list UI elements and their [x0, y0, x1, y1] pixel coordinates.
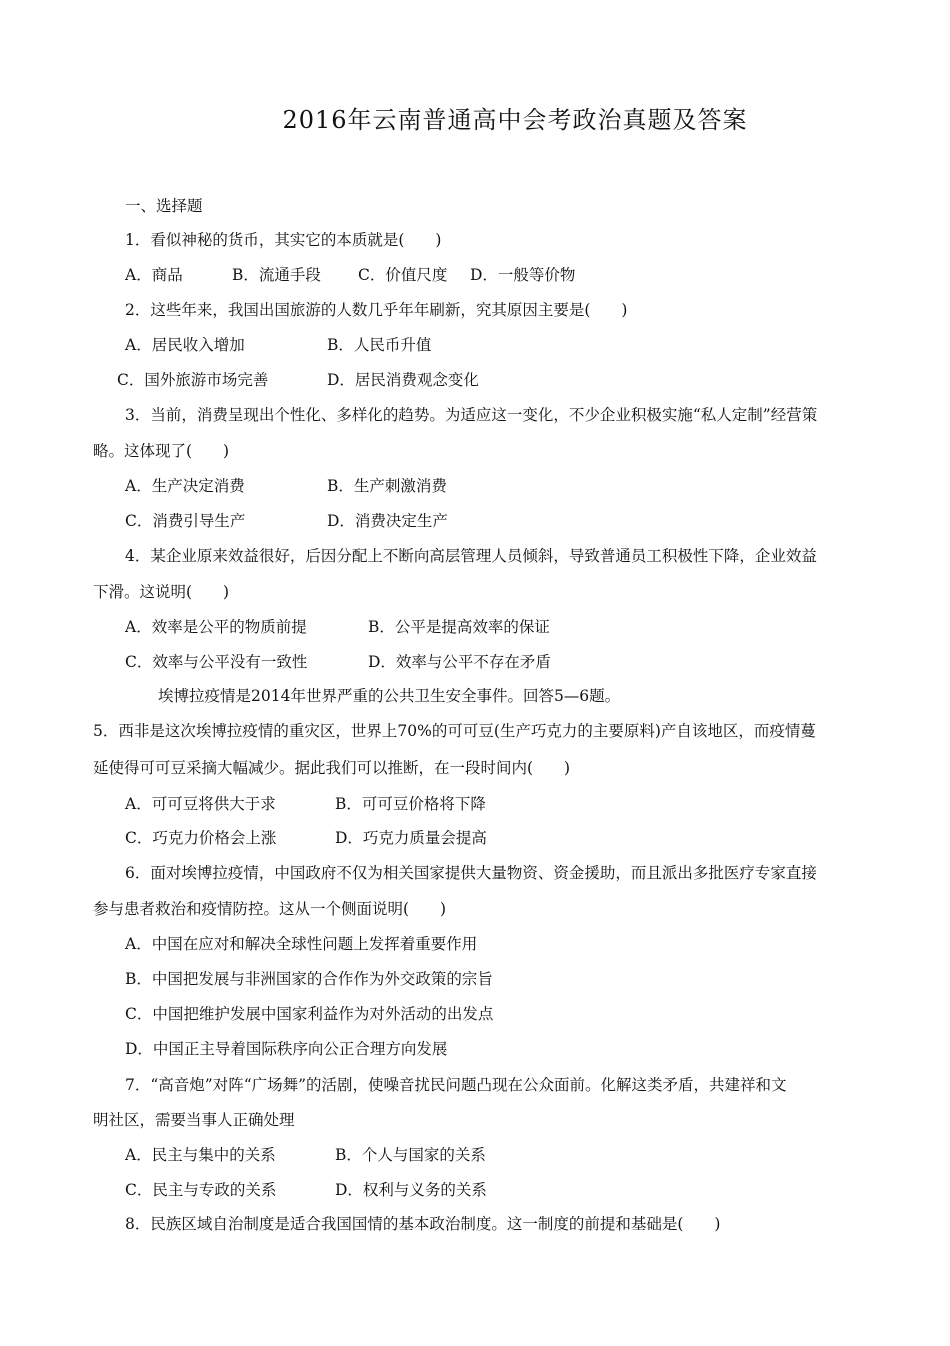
q3-option-a: A．生产决定消费 — [125, 477, 245, 495]
q6-option-a: A．中国在应对和解决全球性问题上发挥着重要作用 — [125, 935, 478, 953]
q2-option-b: B．人民币升值 — [327, 336, 432, 354]
question-4-stem-line-1: 4．某企业原来效益很好，后因分配上不断向高层管理人员倾斜，导致普通员工积极性下降，企业效益 — [125, 547, 817, 565]
q4-option-b: B．公平是提高效率的保证 — [368, 618, 550, 636]
q1-option-c: C．价值尺度 — [358, 266, 448, 284]
q5-option-c: C．巧克力价格会上涨 — [125, 829, 277, 847]
q5-option-b: B．可可豆价格将下降 — [335, 795, 486, 813]
q2-option-a: A．居民收入增加 — [125, 336, 245, 354]
q1-option-b: B．流通手段 — [232, 266, 321, 284]
question-4-stem-line-2: 下滑。这说明( ) — [93, 583, 230, 601]
q2-option-d: D．居民消费观念变化 — [327, 371, 479, 389]
q4-option-d: D．效率与公平不存在矛盾 — [368, 653, 551, 671]
q3-option-d: D．消费决定生产 — [327, 512, 448, 530]
q7-option-d: D．权利与义务的关系 — [335, 1181, 487, 1199]
q5-option-a: A．可可豆将供大于求 — [125, 795, 276, 813]
question-7-stem-line-1: 7．“高音炮”对阵“广场舞”的活剧，使噪音扰民问题凸现在公众面前。化解这类矛盾，共建祥和文 — [125, 1076, 787, 1094]
q5-option-d: D．巧克力质量会提高 — [335, 829, 487, 847]
q2-option-c: C．国外旅游市场完善 — [117, 371, 269, 389]
question-2-stem: 2．这些年来，我国出国旅游的人数几乎年年刷新，究其原因主要是( ) — [125, 301, 628, 319]
question-6-stem-line-1: 6．面对埃博拉疫情，中国政府不仅为相关国家提供大量物资、资金援助，而且派出多批医疗专家直接 — [125, 864, 817, 882]
q3-option-b: B．生产刺激消费 — [327, 477, 447, 495]
q1-option-a: A．商品 — [125, 266, 183, 284]
passage-intro-5-6: 埃博拉疫情是2014年世界严重的公共卫生安全事件。回答5—6题。 — [158, 687, 621, 705]
question-1-stem: 1．看似神秘的货币，其实它的本质就是( ) — [125, 231, 442, 249]
question-7-stem-line-2: 明社区，需要当事人正确处理 — [93, 1111, 295, 1129]
page-title: 2016年云南普通高中会考政治真题及答案 — [282, 106, 748, 134]
question-8-stem: 8．民族区域自治制度是适合我国国情的基本政治制度。这一制度的前提和基础是( ) — [125, 1215, 721, 1233]
q4-option-c: C．效率与公平没有一致性 — [125, 653, 308, 671]
q6-option-c: C．中国把维护发展中国家利益作为对外活动的出发点 — [125, 1005, 494, 1023]
question-6-stem-line-2: 参与患者救治和疫情防控。这从一个侧面说明( ) — [93, 900, 447, 918]
q3-option-c: C．消费引导生产 — [125, 512, 246, 530]
q1-option-d: D．一般等价物 — [470, 266, 576, 284]
q7-option-c: C．民主与专政的关系 — [125, 1181, 277, 1199]
q6-option-b: B．中国把发展与非洲国家的合作作为外交政策的宗旨 — [125, 970, 493, 988]
question-3-stem-line-1: 3．当前，消费呈现出个性化、多样化的趋势。为适应这一变化，不少企业积极实施“私人定制”经营策 — [125, 406, 818, 424]
question-5-stem-line-1: 5．西非是这次埃博拉疫情的重灾区，世界上70%的可可豆(生产巧克力的主要原料)产自该地区，而疫情蔓 — [93, 722, 816, 740]
question-3-stem-line-2: 略。这体现了( ) — [93, 442, 230, 460]
q6-option-d: D．中国正主导着国际秩序向公正合理方向发展 — [125, 1040, 448, 1058]
question-5-stem-line-2: 延使得可可豆采摘大幅减少。据此我们可以推断，在一段时间内( ) — [93, 759, 571, 777]
q7-option-a: A．民主与集中的关系 — [125, 1146, 276, 1164]
q4-option-a: A．效率是公平的物质前提 — [125, 618, 307, 636]
section-heading: 一、选择题 — [125, 197, 203, 215]
q7-option-b: B．个人与国家的关系 — [335, 1146, 486, 1164]
